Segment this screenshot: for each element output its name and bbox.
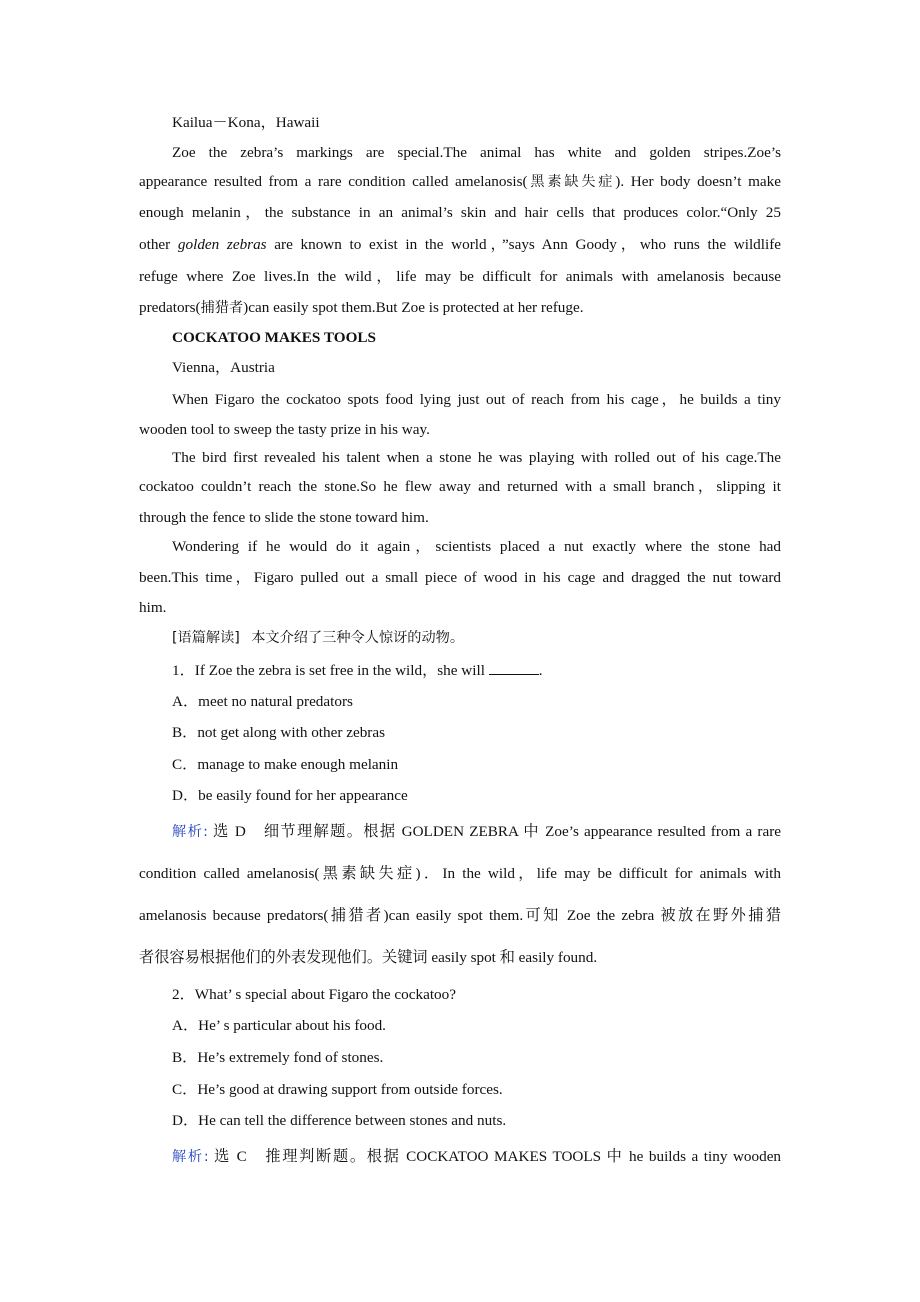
question-2-option-c: C．He’s good at drawing support from outside forces. [172,1081,503,1098]
zebra-paragraph-line: appearance resulted from a rare condition called amelanosis(黑素缺失症). Her body doesn’t make [139,173,781,190]
cockatoo-paragraph-line: wooden tool to sweep the tasty prize in his way. [139,421,430,438]
cockatoo-paragraph-line: cockatoo couldn’t reach the stone.So he flew away and returned with a small branch，slipping it [139,478,781,495]
zebra-paragraph-line: predators(捕猎者)can easily spot them.But Zoe is protected at her refuge. [139,299,584,316]
cockatoo-paragraph-line: through the fence to slide the stone toward him. [139,509,429,526]
cockatoo-paragraph-line: been.This time，Figaro pulled out a small piece of wood in his cage and dragged the nut toward [139,569,781,586]
cockatoo-paragraph-line: Wondering if he would do it again，scientists placed a nut exactly where the stone had [172,538,781,555]
analysis-label: 解析: [172,824,208,840]
section-heading-cockatoo: COCKATOO MAKES TOOLS [172,329,376,346]
zebra-paragraph-line: other golden zebras are known to exist in the world，”says Ann Goody，who runs the wildlife [139,236,781,253]
question-2-option-b: B．He’s extremely fond of stones. [172,1049,384,1066]
zebra-paragraph-line: enough melanin，the substance in an animal’s skin and hair cells that produces color.“Only 25 [139,204,781,221]
question-1-option-c: C．manage to make enough melanin [172,756,399,773]
cockatoo-paragraph-line: The bird first revealed his talent when a stone he was playing with rolled out of his cage.The [172,449,781,466]
question-2-stem: 2．What’ s special about Figaro the cockatoo? [172,986,456,1003]
question-1-analysis-line: amelanosis because predators(捕猎者)can easily spot them.可知 Zoe the zebra 被放在野外捕猎 [139,907,781,924]
question-2-option-d: D．He can tell the difference between stones and nuts. [172,1112,507,1129]
cockatoo-paragraph-line: him. [139,599,167,616]
question-2-option-a: A．He’ s particular about his food. [172,1017,386,1034]
zebra-paragraph-line: Zoe the zebra’s markings are special.The animal has white and golden stripes.Zoe’s [172,144,781,161]
zebra-paragraph-line: refuge where Zoe lives.In the wild，life may be difficult for animals with amelanosis because [139,268,781,285]
answer-blank [489,660,539,675]
question-2-analysis-line: 解析: 选 C 推理判断题。根据 COCKATOO MAKES TOOLS 中 he builds a tiny wooden [172,1148,782,1165]
summary-text: 本文介绍了三种令人惊讶的动物。 [251,630,465,646]
summary-label: [语篇解读] [172,630,240,646]
question-1-analysis-line: condition called amelanosis(黑素缺失症)．In the wild，life may be difficult for animals with [139,865,781,882]
question-1-option-a: A．meet no natural predators [172,693,353,710]
cockatoo-paragraph-line: When Figaro the cockatoo spots food lying just out of reach from his cage，he builds a tiny [172,391,781,408]
analysis-label: 解析: [172,1149,209,1165]
location-cockatoo: Vienna，Austria [172,359,275,376]
question-1-analysis-line: 解析: 选 D 细节理解题。根据 GOLDEN ZEBRA 中 Zoe’s appearance resulted from a rare [172,823,781,840]
question-1-option-d: D．be easily found for her appearance [172,787,408,804]
passage-summary [172,628,781,648]
question-1-analysis-line: 者很容易根据他们的外表发现他们。关键词 easily spot 和 easily found. [139,949,598,966]
location-zebra: Kailua－Kona，Hawaii [172,114,320,131]
question-1-option-b: B．not get along with other zebras [172,724,385,741]
question-1-stem: 1．If Zoe the zebra is set free in the wild，she will . [172,662,543,679]
